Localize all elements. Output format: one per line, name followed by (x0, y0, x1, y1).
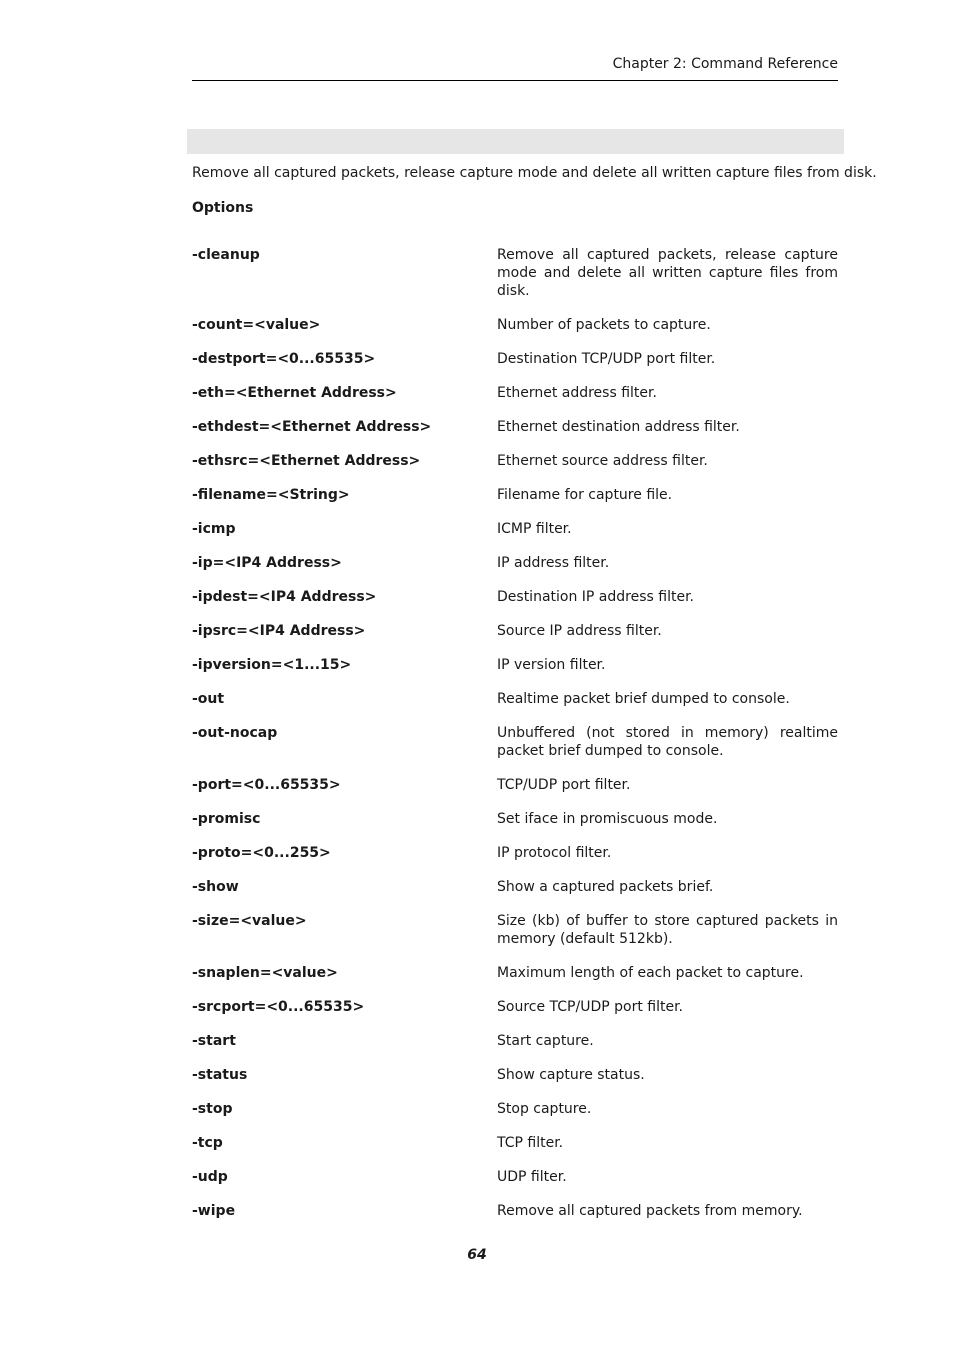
option-name: -count=<value> (192, 317, 321, 333)
intro-paragraph: Remove all captured packets, release capture mode and delete all written capture files from disk. (192, 165, 877, 181)
option-name: -eth=<Ethernet Address> (192, 385, 397, 401)
option-description: Ethernet source address filter. (497, 453, 708, 469)
option-description: ICMP filter. (497, 521, 572, 537)
option-description: IP version filter. (497, 657, 606, 673)
running-header-title: Chapter 2: Command Reference (612, 56, 838, 72)
option-name: -icmp (192, 521, 236, 537)
option-name: -wipe (192, 1203, 236, 1219)
option-description: Remove all captured packets from memory. (497, 1203, 803, 1219)
option-description: UDP filter. (497, 1169, 567, 1185)
option-description: Source IP address filter. (497, 623, 662, 639)
option-row (192, 384, 838, 402)
options-heading: Options (192, 200, 254, 216)
option-row (192, 554, 838, 572)
option-row (192, 622, 838, 640)
option-name: -srcport=<0...65535> (192, 999, 365, 1015)
option-description: IP protocol filter. (497, 845, 612, 861)
option-name: -port=<0...65535> (192, 777, 341, 793)
option-name: -out-nocap (192, 725, 278, 741)
option-row (192, 1100, 838, 1118)
option-description: Show capture status. (497, 1067, 645, 1083)
option-description: Ethernet address filter. (497, 385, 657, 401)
options-list (192, 246, 838, 1236)
option-row (192, 964, 838, 982)
option-description: Show a captured packets brief. (497, 879, 714, 895)
option-row (192, 452, 838, 470)
option-name: -show (192, 879, 239, 895)
option-row (192, 246, 838, 300)
option-name: -filename=<String> (192, 487, 350, 503)
option-description: Stop capture. (497, 1101, 592, 1117)
option-row (192, 912, 838, 948)
option-name: -udp (192, 1169, 228, 1185)
option-description: Destination IP address filter. (497, 589, 694, 605)
option-name: -cleanup (192, 247, 260, 263)
option-name: -proto=<0...255> (192, 845, 331, 861)
option-description: Set iface in promiscuous mode. (497, 811, 718, 827)
option-row (192, 1134, 838, 1152)
option-row (192, 350, 838, 368)
option-name: -tcp (192, 1135, 223, 1151)
option-row (192, 998, 838, 1016)
option-name: -stop (192, 1101, 233, 1117)
option-description: Ethernet destination address filter. (497, 419, 740, 435)
option-row (192, 690, 838, 708)
option-row (192, 724, 838, 760)
option-row (192, 316, 838, 334)
option-name: -start (192, 1033, 236, 1049)
option-description: Size (kb) of buffer to store captured packets in memory (default 512kb). (497, 913, 838, 947)
option-description: Destination TCP/UDP port filter. (497, 351, 716, 367)
option-row (192, 844, 838, 862)
option-name: -ipdest=<IP4 Address> (192, 589, 377, 605)
option-name: -status (192, 1067, 248, 1083)
option-description: Realtime packet brief dumped to console. (497, 691, 790, 707)
option-row (192, 418, 838, 436)
option-name: -out (192, 691, 225, 707)
running-header (192, 54, 838, 81)
option-description: Number of packets to capture. (497, 317, 711, 333)
option-name: -ip=<IP4 Address> (192, 555, 342, 571)
option-description: Filename for capture file. (497, 487, 673, 503)
option-row (192, 520, 838, 538)
option-name: -ipversion=<1...15> (192, 657, 352, 673)
option-row (192, 878, 838, 896)
option-name: -promisc (192, 811, 261, 827)
section-heading-bar (187, 129, 844, 154)
option-description: Source TCP/UDP port filter. (497, 999, 683, 1015)
option-name: -ipsrc=<IP4 Address> (192, 623, 366, 639)
option-row (192, 656, 838, 674)
option-name: -ethsrc=<Ethernet Address> (192, 453, 421, 469)
option-name: -size=<value> (192, 913, 307, 929)
option-description: Unbuffered (not stored in memory) realtime packet brief dumped to console. (497, 725, 838, 759)
option-row (192, 776, 838, 794)
option-row (192, 486, 838, 504)
option-row (192, 1066, 838, 1084)
option-row (192, 1168, 838, 1186)
option-name: -ethdest=<Ethernet Address> (192, 419, 432, 435)
option-row (192, 810, 838, 828)
option-row (192, 588, 838, 606)
option-name: -destport=<0...65535> (192, 351, 376, 367)
option-description: TCP filter. (497, 1135, 564, 1151)
option-row (192, 1202, 838, 1220)
option-name: -snaplen=<value> (192, 965, 338, 981)
option-description: Remove all captured packets, release capture mode and delete all written capture files from disk. (497, 247, 838, 299)
option-description: IP address filter. (497, 555, 610, 571)
page-number: 64 (467, 1247, 487, 1263)
option-description: Maximum length of each packet to capture. (497, 965, 804, 981)
option-description: Start capture. (497, 1033, 594, 1049)
option-description: TCP/UDP port filter. (497, 777, 631, 793)
option-row (192, 1032, 838, 1050)
